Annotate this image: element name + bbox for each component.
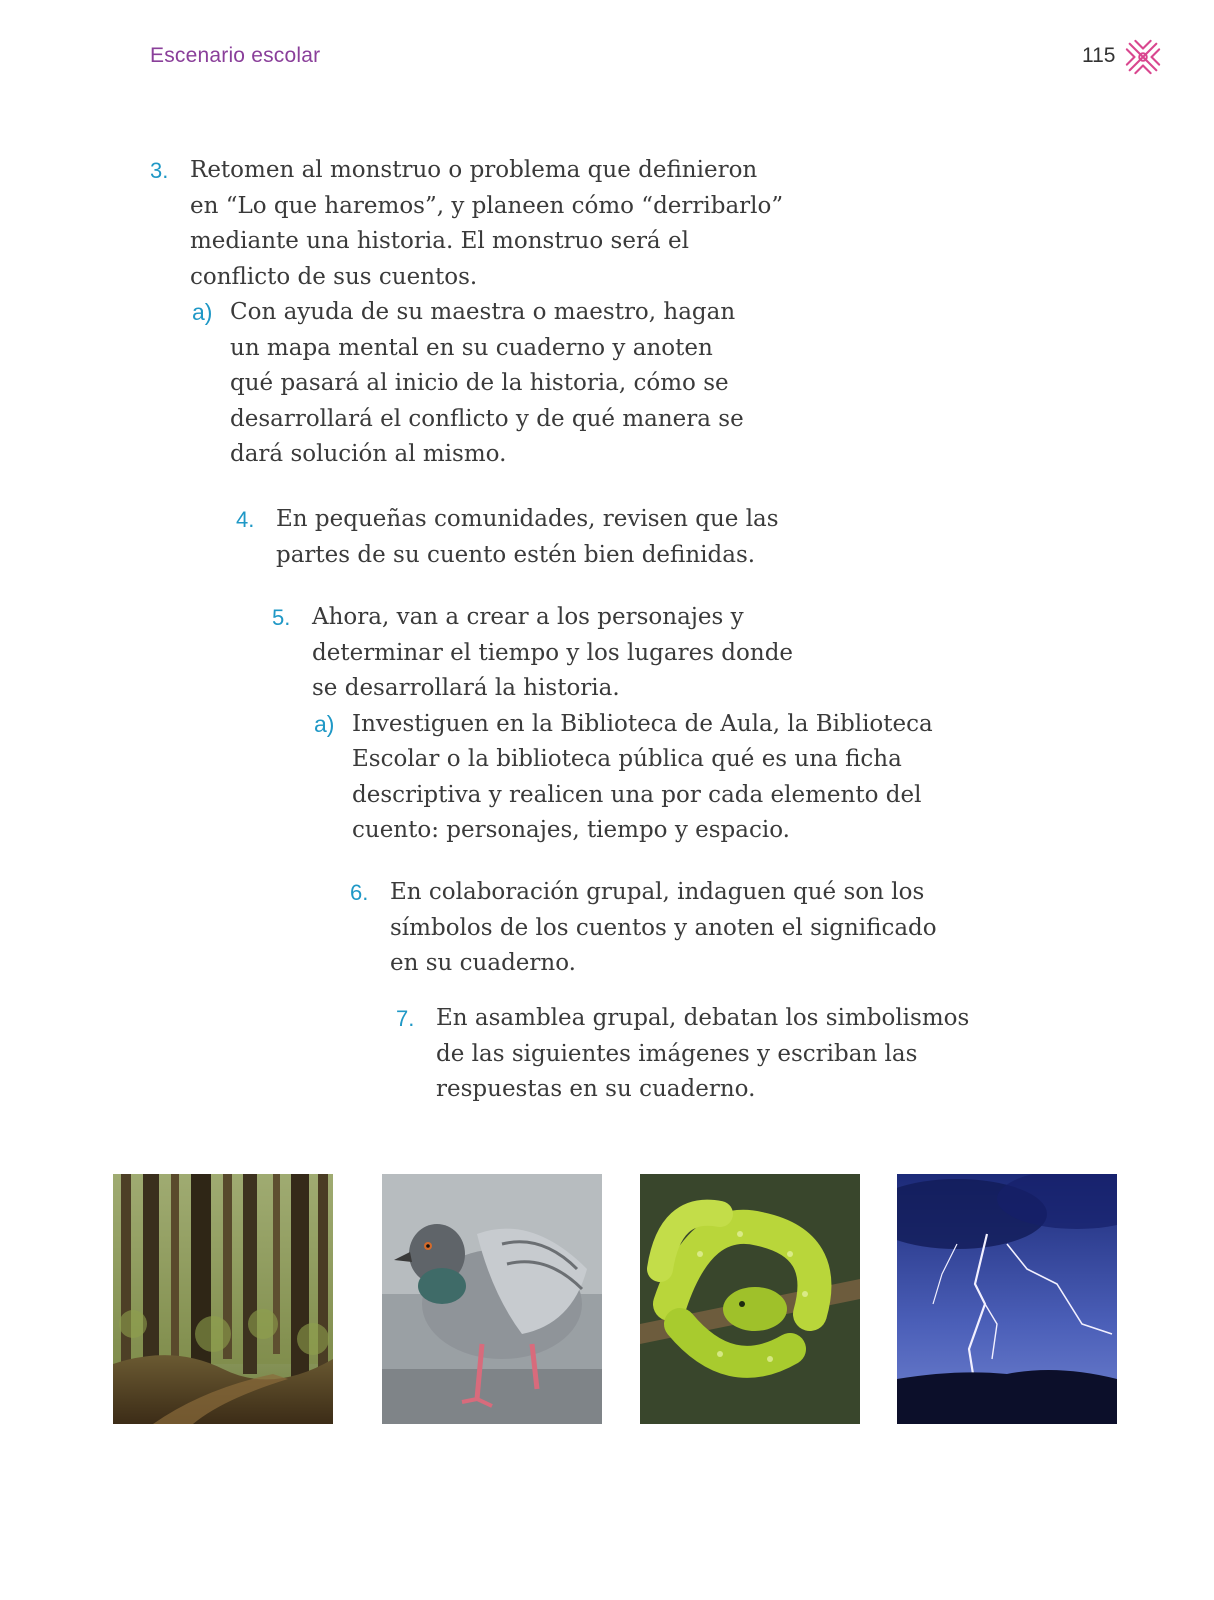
sub-item-text-line: un mapa mental en su cuaderno y anoten <box>230 334 713 361</box>
activity-item-4 <box>236 502 779 573</box>
sub-item-text-line: Investiguen en la Biblioteca de Aula, la Biblioteca <box>352 710 933 737</box>
item-text-line: de las siguientes imágenes y escriban las <box>436 1040 918 1067</box>
item-text-line: se desarrollará la historia. <box>312 675 620 701</box>
item-text-line: En asamblea grupal, debatan los simbolismos <box>436 1005 970 1031</box>
sub-item-text-line: dará solución al mismo. <box>230 441 507 467</box>
sub-item-letter: a) <box>314 710 335 737</box>
item-number: 4. <box>236 507 255 532</box>
sub-item-text-line: Escolar o la biblioteca pública qué es una ficha <box>352 746 902 772</box>
item-text-line: en su cuaderno. <box>390 950 576 976</box>
item-number: 7. <box>396 1006 415 1031</box>
item-text-line: Retomen al monstruo o problema que definieron <box>190 157 758 183</box>
item-text-line: Ahora, van a crear a los personajes y <box>312 604 744 630</box>
item-text-line: mediante una historia. El monstruo será el <box>190 228 689 254</box>
forest-photo <box>113 1174 333 1424</box>
pigeon-photo <box>382 1174 602 1424</box>
item-number: 5. <box>272 605 291 630</box>
sub-item-a <box>314 707 933 849</box>
page-number: 115 <box>1082 44 1116 67</box>
item-text-line: en “Lo que haremos”, y planeen cómo “derribarlo” <box>190 192 784 219</box>
activity-item-6 <box>350 875 937 982</box>
item-number: 3. <box>150 158 169 183</box>
sub-item-text-line: Con ayuda de su maestra o maestro, hagan <box>230 299 736 325</box>
item-text-line: determinar el tiempo y los lugares donde <box>312 639 794 666</box>
item-text-line: conflicto de sus cuentos. <box>190 263 478 290</box>
sub-item-text-line: cuento: personajes, tiempo y espacio. <box>352 817 790 843</box>
activity-item-5 <box>272 600 933 849</box>
sub-item-letter: a) <box>192 299 213 325</box>
item-text-line: En pequeñas comunidades, revisen que las <box>276 506 779 532</box>
sub-item-text-line: descriptiva y realicen una por cada elemento del <box>352 781 922 808</box>
activity-item-7 <box>396 1001 970 1108</box>
item-number: 6. <box>350 880 369 905</box>
decorative-star-icon <box>1124 38 1162 76</box>
item-text-line: respuestas en su cuaderno. <box>436 1076 756 1102</box>
lightning-photo <box>897 1174 1117 1424</box>
green-snake-photo <box>640 1174 860 1424</box>
item-text-line: partes de su cuento estén bien definidas. <box>276 541 756 568</box>
item-text-line: símbolos de los cuentos y anoten el significado <box>390 914 937 941</box>
item-text-line: En colaboración grupal, indaguen qué son los <box>390 879 925 905</box>
sub-item-text-line: desarrollará el conflicto y de qué manera se <box>230 405 744 432</box>
section-title: Escenario escolar <box>150 44 321 67</box>
sub-item-a <box>192 295 783 473</box>
sub-item-text-line: qué pasará al inicio de la historia, cómo se <box>230 370 729 396</box>
activity-item-3 <box>150 153 784 473</box>
